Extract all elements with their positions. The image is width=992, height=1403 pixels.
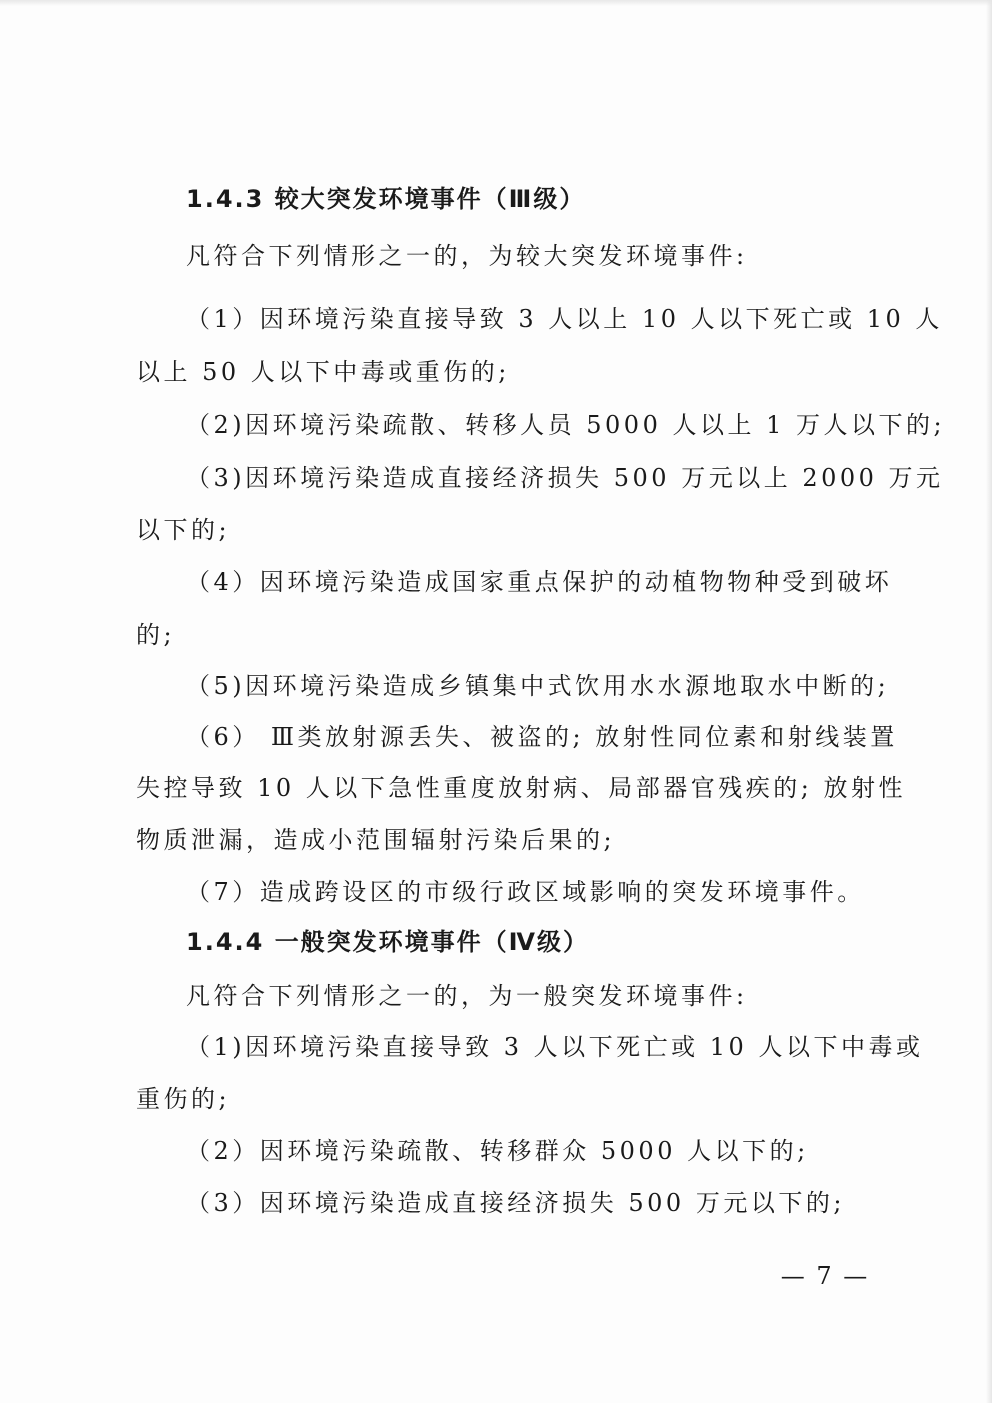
paragraph-line: （1）因环境污染直接导致 3 人以上 10 人以下死亡或 10 人 [186,305,943,333]
paragraph-line: （1)因环境污染直接导致 3 人以下死亡或 10 人以下中毒或 [186,1033,924,1061]
section-heading-1-4-4: 1.4.4 一般突发环境事件（Ⅳ级） [186,928,590,956]
page-number: — 7 — [780,1262,870,1290]
paragraph-line: （3）因环境污染造成直接经济损失 500 万元以下的; [186,1189,845,1217]
paragraph-line: （2）因环境污染疏散、转移群众 5000 人以下的; [186,1137,809,1165]
paragraph-line: （7）造成跨设区的市级行政区域影响的突发环境事件。 [186,878,865,906]
paragraph-line: （6） Ⅲ类放射源丢失、被盗的; 放射性同位素和射线装置 [186,723,898,751]
paragraph-line: 凡符合下列情形之一的，为一般突发环境事件: [186,982,748,1010]
paragraph-line: （3)因环境污染造成直接经济损失 500 万元以上 2000 万元 [186,464,944,492]
paragraph-line: （2)因环境污染疏散、转移人员 5000 人以上 1 万人以下的; [186,411,946,439]
scan-edge-right [986,0,992,1403]
paragraph-line: （4）因环境污染造成国家重点保护的动植物物种受到破坏 [186,568,893,596]
paragraph-line: 失控导致 10 人以下急性重度放射病、局部器官残疾的; 放射性 [136,774,907,802]
paragraph-line: 的; [136,621,176,649]
paragraph-line: （5)因环境污染造成乡镇集中式饮用水水源地取水中断的; [186,672,890,700]
paragraph-line: 凡符合下列情形之一的，为较大突发环境事件: [186,242,748,270]
scan-edge-top [0,0,992,6]
paragraph-line: 以上 50 人以下中毒或重伤的; [136,358,510,386]
paragraph-line: 物质泄漏，造成小范围辐射污染后果的; [136,826,616,854]
section-heading-1-4-3: 1.4.3 较大突发环境事件（Ⅲ级） [186,185,586,213]
paragraph-line: 重伤的; [136,1085,231,1113]
paragraph-line: 以下的; [136,516,231,544]
